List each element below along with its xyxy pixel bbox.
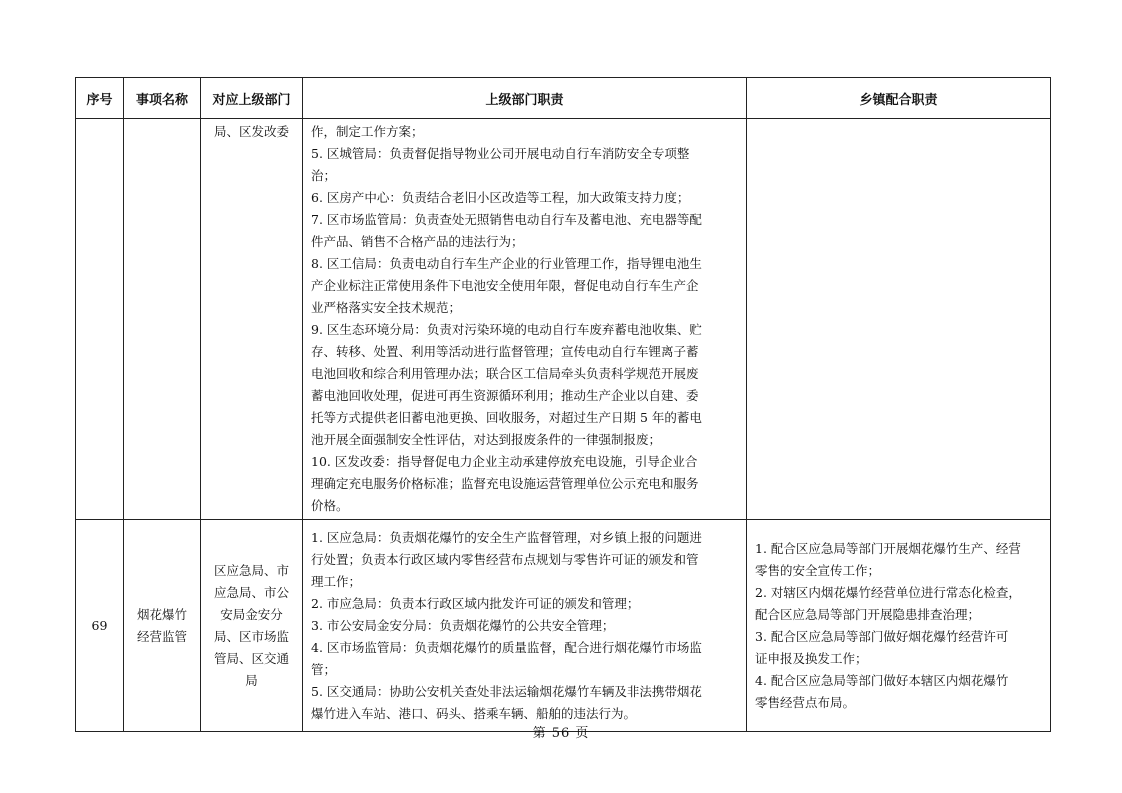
upper-duty-line: 业严格落实安全技术规范； <box>311 300 462 315</box>
upper-duty-line: 产企业标注正常使用条件下电池安全使用年限，督促电动自行车生产企 <box>311 278 699 293</box>
row69-upper-lines <box>303 525 746 727</box>
upper-duty-line: 件产品、销售不合格产品的违法行为； <box>311 234 524 249</box>
item-name-line: 烟花爆竹 <box>136 606 187 622</box>
department-line: 局、区市场监 <box>213 628 289 644</box>
upper-duty-line: 3. 市公安局金安分局：负责烟花爆竹的公共安全管理； <box>311 617 615 633</box>
upper-duty-line: 5. 区交通局：协助公安机关查处非法运输烟花爆竹车辆及非法携带烟花 <box>311 683 702 699</box>
table-header-row <box>76 78 1051 119</box>
upper-duty-line: 10. 区发改委：指导督促电力企业主动承建停放充电设施，引导企业合 <box>311 454 698 469</box>
upper-duty-line: 价格。 <box>311 498 349 513</box>
upper-duty-line: 治； <box>311 168 337 183</box>
table-row <box>76 520 1051 732</box>
upper-duty-line: 理确定充电服务价格标准；监督充电设施运营管理单位公示充电和服务 <box>311 476 699 491</box>
department-line: 管局、区交通 <box>213 650 289 666</box>
upper-duty-line: 托等方式提供老旧蓄电池更换、回收服务，对超过生产日期 5 年的蓄电 <box>311 410 702 425</box>
upper-duty-line: 理工作； <box>311 573 362 589</box>
header-item-name: 事项名称 <box>124 78 201 119</box>
upper-duty-line: 行处置；负责本行政区域内零售经营布点规划与零售许可证的颁发和管 <box>311 551 699 567</box>
town-duty-line: 零售的安全宣传工作； <box>755 562 881 578</box>
town-duty-line: 2. 对辖区内烟花爆竹经营单位进行常态化检查， <box>755 584 1021 600</box>
row69-seq: 69 <box>76 520 124 732</box>
department-line: 局 <box>245 672 258 688</box>
row68-town-duties <box>747 119 1051 520</box>
row68-department-text: 局、区发改委 <box>213 124 289 139</box>
town-duty-line: 4. 配合区应急局等部门做好本辖区内烟花爆竹 <box>755 672 1009 688</box>
department-line: 应急局、市公 <box>213 584 289 600</box>
town-duty-line: 零售经营点布局。 <box>755 694 856 710</box>
header-seq: 序号 <box>76 78 124 119</box>
town-duty-line: 证申报及换发工作； <box>755 650 868 666</box>
town-duty-line: 1. 配合区应急局等部门开展烟花爆竹生产、经营 <box>755 540 1021 556</box>
row69-department-lines <box>201 560 302 692</box>
header-upper-duties: 上级部门职责 <box>303 78 747 119</box>
upper-duty-line: 7. 区市场监管局：负责查处无照销售电动自行车及蓄电池、充电器等配 <box>311 212 702 227</box>
upper-duty-line: 8. 区工信局：负责电动自行车生产企业的行业管理工作，指导锂电池生 <box>311 256 702 271</box>
upper-duty-line: 作，制定工作方案； <box>311 124 424 139</box>
table-row <box>76 119 1051 520</box>
page-number: 第 56 页 <box>532 726 590 741</box>
item-name-line: 经营监管 <box>136 628 187 644</box>
row68-seq <box>76 119 124 520</box>
row69-item-lines <box>124 604 200 648</box>
row69-item <box>124 520 201 732</box>
department-line: 区应急局、市 <box>213 562 289 578</box>
duties-table <box>75 77 1051 732</box>
row68-department <box>201 119 303 520</box>
upper-duty-line: 4. 区市场监管局：负责烟花爆竹的质量监督，配合进行烟花爆竹市场监 <box>311 639 702 655</box>
town-duty-line: 3. 配合区应急局等部门做好烟花爆竹经营许可 <box>755 628 1009 644</box>
upper-duty-line: 管； <box>311 661 337 677</box>
row69-town-lines <box>747 536 1050 716</box>
header-department: 对应上级部门 <box>201 78 303 119</box>
upper-duty-line: 2. 市应急局：负责本行政区域内批发许可证的颁发和管理； <box>311 595 640 611</box>
department-line: 安局金安分 <box>220 606 283 622</box>
header-town-duties: 乡镇配合职责 <box>747 78 1051 119</box>
upper-duty-line: 电池回收和综合利用管理办法；联合区工信局牵头负责科学规范开展废 <box>311 366 699 381</box>
upper-duty-line: 5. 区城管局：负责督促指导物业公司开展电动自行车消防安全专项整 <box>311 146 690 161</box>
row68-upper-duties <box>303 119 747 520</box>
row69-town-duties <box>747 520 1051 732</box>
row69-upper-duties <box>303 520 747 732</box>
upper-duty-line: 存、转移、处置、利用等活动进行监督管理；宣传电动自行车锂离子蓄 <box>311 344 699 359</box>
upper-duty-line: 9. 区生态环境分局：负责对污染环境的电动自行车废弃蓄电池收集、贮 <box>311 322 702 337</box>
row69-department <box>201 520 303 732</box>
upper-duty-line: 爆竹进入车站、港口、码头、搭乘车辆、船舶的违法行为。 <box>311 705 637 721</box>
town-duty-line: 配合区应急局等部门开展隐患排查治理； <box>755 606 981 622</box>
row68-item <box>124 119 201 520</box>
row68-upper-lines <box>303 119 746 519</box>
upper-duty-line: 1. 区应急局：负责烟花爆竹的安全生产监督管理，对乡镇上报的问题进 <box>311 529 702 545</box>
upper-duty-line: 蓄电池回收处理，促进可再生资源循环利用；推动生产企业以自建、委 <box>311 388 699 403</box>
upper-duty-line: 池开展全面强制安全性评估，对达到报废条件的一律强制报废； <box>311 432 662 447</box>
upper-duty-line: 6. 区房产中心：负责结合老旧小区改造等工程，加大政策支持力度； <box>311 190 690 205</box>
